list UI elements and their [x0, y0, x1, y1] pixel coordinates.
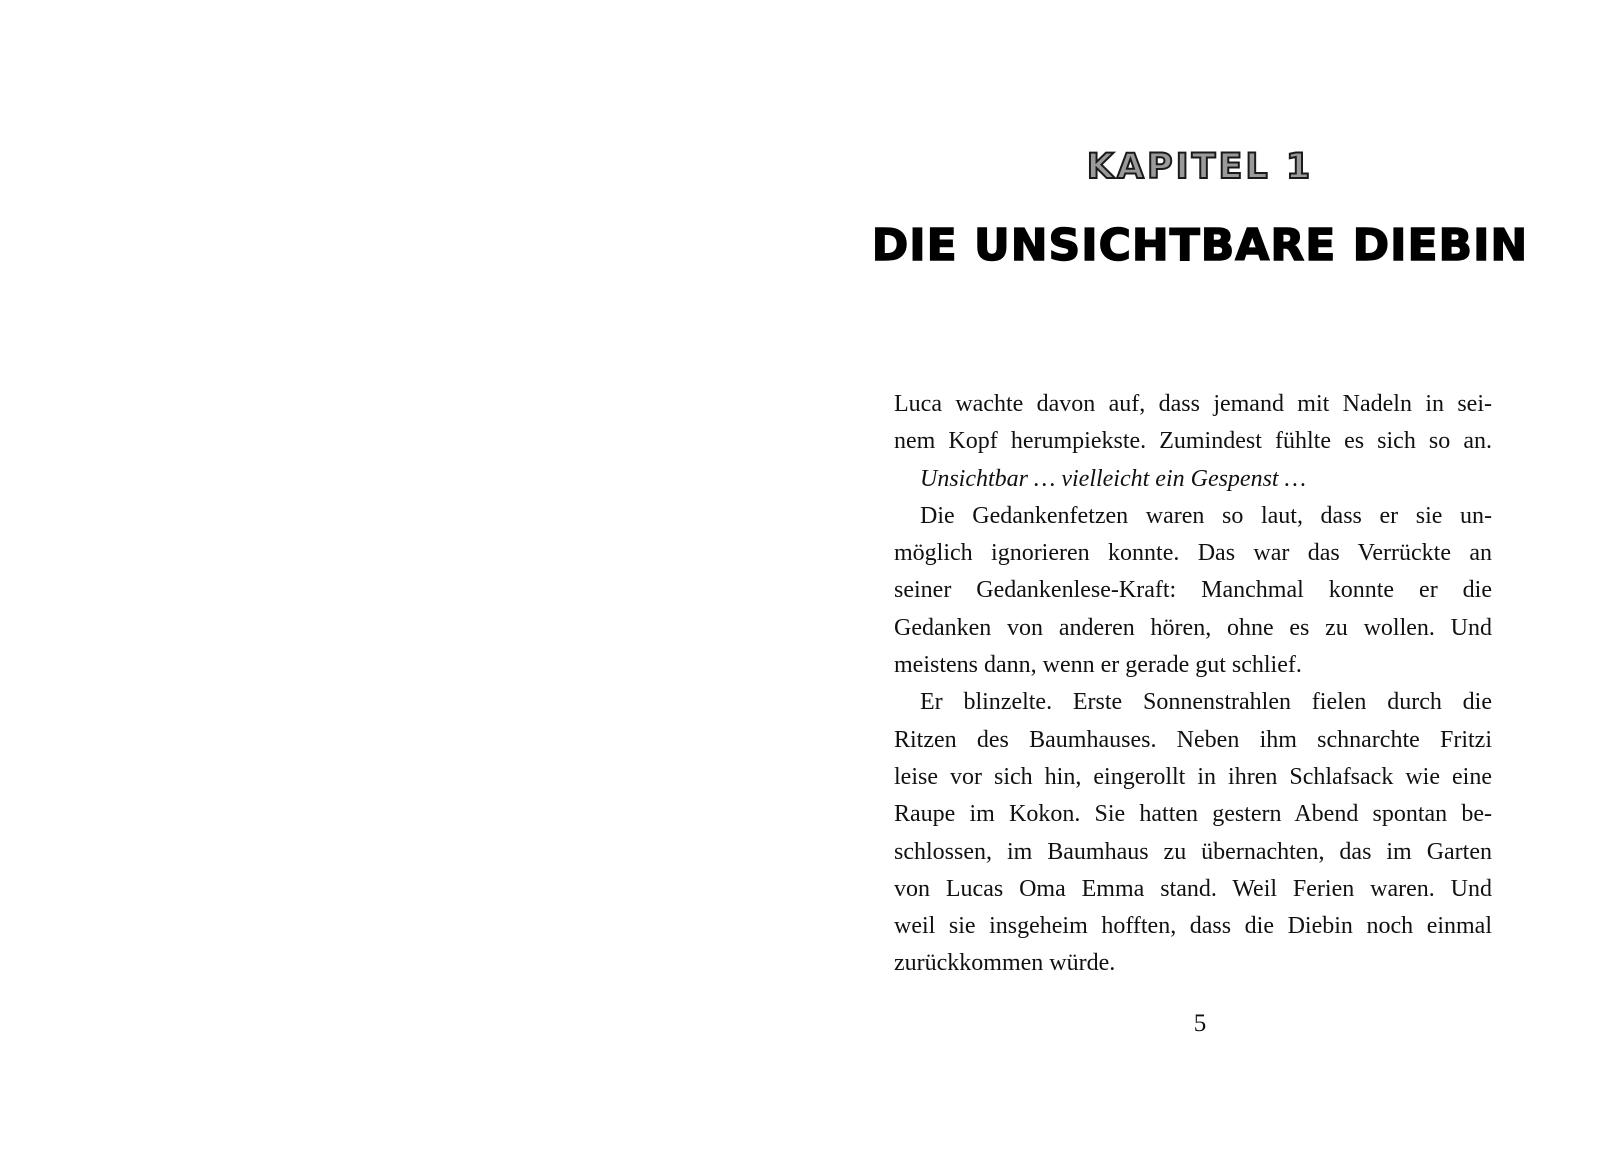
body-line: Ritzen des Baumhauses. Neben ihm schnarchte Fritzi — [894, 726, 1492, 753]
body-line: meistens dann, wenn er gerade gut schlief. — [894, 652, 1302, 679]
right-page — [800, 0, 1600, 1158]
body-text — [894, 386, 1492, 983]
body-line: nem Kopf herumpiekste. Zumindest fühlte es sich so an. — [894, 428, 1492, 455]
chapter-label: KAPITEL 1 — [1086, 147, 1314, 187]
body-line: von Lucas Oma Emma stand. Weil Ferien waren. Und — [894, 875, 1492, 902]
body-line: seiner Gedankenlese-Kraft: Manchmal konnte er die — [894, 577, 1492, 604]
body-line: zurückkommen würde. — [894, 950, 1116, 977]
chapter-title: DIE UNSICHTBARE DIEBIN — [871, 220, 1529, 271]
body-line: schlossen, im Baumhaus zu übernachten, das im Garten — [894, 838, 1492, 865]
body-line: weil sie insgeheim hofften, dass die Diebin noch einmal — [894, 913, 1492, 940]
body-line: möglich ignorieren konnte. Das war das Verrückte an — [894, 540, 1492, 567]
body-line: Gedanken von anderen hören, ohne es zu wollen. Und — [894, 614, 1492, 641]
body-line: Luca wachte davon auf, dass jemand mit Nadeln in sei- — [894, 391, 1492, 417]
body-line: Er blinzelte. Erste Sonnenstrahlen fielen durch die — [920, 689, 1492, 716]
body-line: Raupe im Kokon. Sie hatten gestern Abend spontan be- — [894, 801, 1492, 828]
body-line-italic: Unsichtbar … vielleicht ein Gespenst … — [920, 465, 1306, 492]
body-line: Die Gedankenfetzen waren so laut, dass er sie un- — [920, 502, 1492, 529]
body-line: leise vor sich hin, eingerollt in ihren Schlafsack wie eine — [894, 763, 1492, 790]
page-number: 5 — [1193, 1010, 1207, 1037]
